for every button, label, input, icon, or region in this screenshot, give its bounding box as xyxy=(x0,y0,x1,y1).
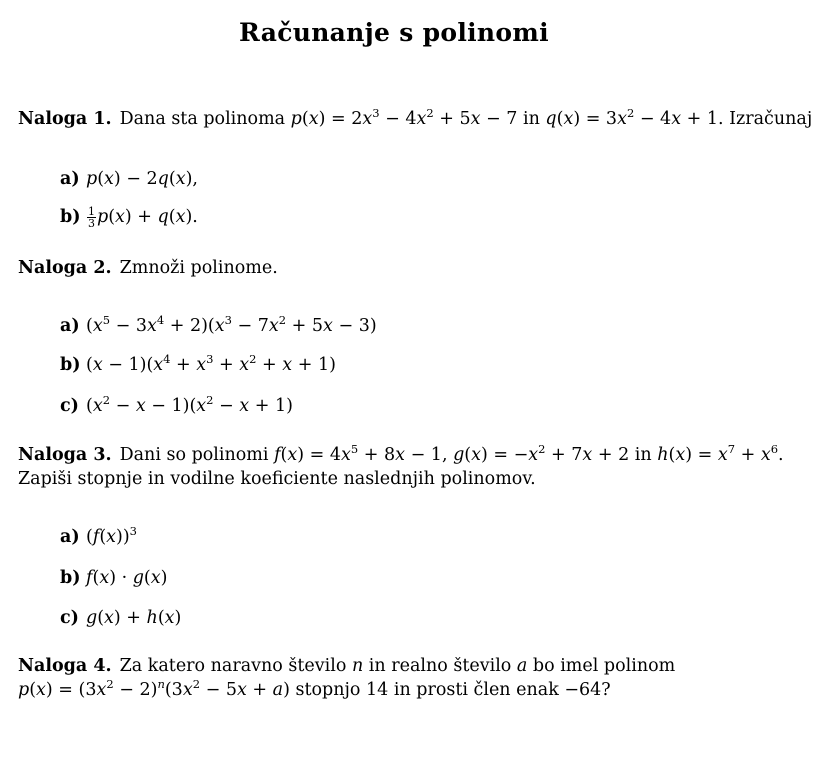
task-2-item-c xyxy=(60,394,293,418)
task-4-text: Za katero naravno število n in realno število a bo imel polinom xyxy=(119,656,676,676)
task-4-heading xyxy=(18,654,675,702)
task-3-item-a xyxy=(60,525,137,549)
task-4-label: Naloga 4. xyxy=(18,656,112,676)
task-3-item-b xyxy=(60,566,167,590)
item-expression: $\frac{1}{3}$ p(x) + q(x). xyxy=(88,205,198,230)
task-4-text-line-2: $p(x) = (3x^2 - 2)^n(3x^2 - 5x + a)$ stopnjo 14 in prosti člen enak −64? xyxy=(18,677,611,700)
item-expression: $(f(x))^3$ xyxy=(86,524,137,547)
task-2-item-b xyxy=(60,353,336,377)
item-tag: a) xyxy=(60,316,80,336)
task-2-item-a xyxy=(60,314,377,338)
item-expression: f(x) · g(x) xyxy=(86,568,168,588)
item-expression: g(x) + h(x) xyxy=(86,608,182,628)
item-expression: $(x^2 - x - 1)(x^2 - x + 1)$ xyxy=(86,393,293,416)
task-1-label: Naloga 1. xyxy=(18,109,112,129)
item-expression: p(x) − 2q(x), xyxy=(86,169,198,189)
task-3-text: Dani so polinomi $f(x) = 4x^5 + 8x - 1$, $g(x) = -x^2 + 7x + 2$ in $h(x) = x^7 + x^6$. xyxy=(119,442,784,465)
task-3-heading xyxy=(18,443,784,491)
item-tag: c) xyxy=(60,396,79,416)
task-1-heading xyxy=(18,107,812,131)
fraction-one-third: $\frac{1}{3}$ xyxy=(88,205,95,230)
task-3-label: Naloga 3. xyxy=(18,445,112,465)
item-expression: $(x^5 - 3x^4 + 2)(x^3 - 7x^2 + 5x - 3)$ xyxy=(86,313,377,336)
task-1-item-a xyxy=(60,167,198,191)
task-1-text: Dana sta polinoma $p(x) = 2x^3 - 4x^2 + 5x - 7$ in $q(x) = 3x^2 - 4x + 1$. Izračunaj xyxy=(119,106,813,129)
item-tag: b) xyxy=(60,355,81,375)
task-2-text: Zmnoži polinome. xyxy=(119,258,278,278)
item-tag: b) xyxy=(60,207,81,227)
item-tag: b) xyxy=(60,568,81,588)
task-3-item-c xyxy=(60,606,181,630)
task-1-item-b xyxy=(60,205,198,229)
task-2-heading xyxy=(18,256,278,280)
task-3-text-line-2: Zapiši stopnje in vodilne koeficiente naslednjih polinomov. xyxy=(18,469,536,489)
item-tag: c) xyxy=(60,608,79,628)
item-expression: $(x - 1)(x^4 + x^3 + x^2 + x + 1)$ xyxy=(86,352,336,375)
task-2-label: Naloga 2. xyxy=(18,258,112,278)
item-tag: a) xyxy=(60,527,80,547)
page-title: Računanje s polinomi xyxy=(239,18,549,47)
item-tag: a) xyxy=(60,169,80,189)
